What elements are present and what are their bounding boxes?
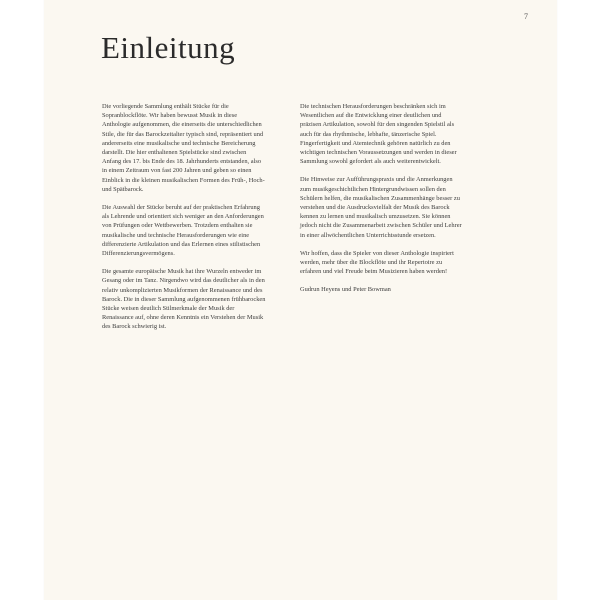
paragraph: Die gesamte europäische Musik hat ihre Wurzeln entweder im Gesang oder im Tanz. Nirgendwo wird das deutlicher als in den relativ unkomplizierten Musikformen der Renaissance und des Barock. Die in dieser Sammlung aufgenommenen frühbarocken Stücke weisen deutlich Stilmerkmale der Musik der Renaissance auf, ohne deren Kenntnis ein Verstehen der Musik des Barock schwierig ist. [102, 268, 266, 331]
page-number: 7 [524, 12, 528, 21]
paragraph: Die vorliegende Sammlung enthält Stücke für die Sopranblockflöte. Wir haben bewusst Musik in diese Anthologie aufgenommen, die einerseits die unterschiedlichen Stile, die für das Barockzeitalter typisch sind, repräsentiert und andererseits eine musikalische und technische Bereicherung darstellt. Die hier enthaltenen Spielstücke sind zwischen Anfang des 17. bis Ende des 18. Jahrhunderts entstanden, also in einem Zeitraum von fast 200 Jahren und geben so einen Einblick in die kleinen musikalischen Formen des Früh-, Hoch- und Spätbarock. [102, 103, 265, 193]
paragraph: Wir hoffen, dass die Spieler von dieser Anthologie inspiriert werden, mehr über die Blockflöte und ihr Repertoire zu erfahren und viel Freude beim Musizieren haben werden! [300, 249, 454, 276]
paragraph: Die Auswahl der Stücke beruht auf der praktischen Erfahrung als Lehrende und orientiert sich weniger an den Anforderungen von Prüfungen oder Wettbewerben. Trotzdem enthalten sie musikalische und technische Herausforderungen wie eine differenzierte Artikulation und das Erlernen eines stilistischen Differenzierungsvermögens. [102, 204, 264, 258]
paragraph: Die Hinweise zur Aufführungspraxis und die Anmerkungen zum musikgeschichtlichen Hintergrundwissen sollen den Schülern helfen, die musikalischen Zusammenhänge besser zu verstehen und die Ausdrucksvielfalt der Musik des Barock kennen zu lernen und musikalisch umzusetzen. Sie können jedoch nicht die Zusammenarbeit zwischen Schüler und Lehrer in einer allwöchentlichen Unterrichtsstunde ersetzen. [300, 176, 462, 239]
left-text-column [102, 102, 266, 341]
paragraph: Die technischen Herausforderungen beschränken sich im Wesentlichen auf die Entwicklung einer deutlichen und präzisen Artikulation, sowohl für den singenden Spielstil als auch für das rhythmische, lebhafte, tänzerische Spiel. Fingerfertigkeit und Atemtechnik gehören natürlich zu den wichtigen technischen Voraussetzungen und werden in dieser Sammlung sowohl gefordert als auch weiterentwickelt. [300, 103, 457, 166]
signature-line: Gudrun Heyens und Peter Bowman [300, 286, 391, 294]
page-title: Einleitung [101, 30, 236, 65]
right-text-column [300, 102, 464, 304]
document-page [44, 0, 557, 600]
